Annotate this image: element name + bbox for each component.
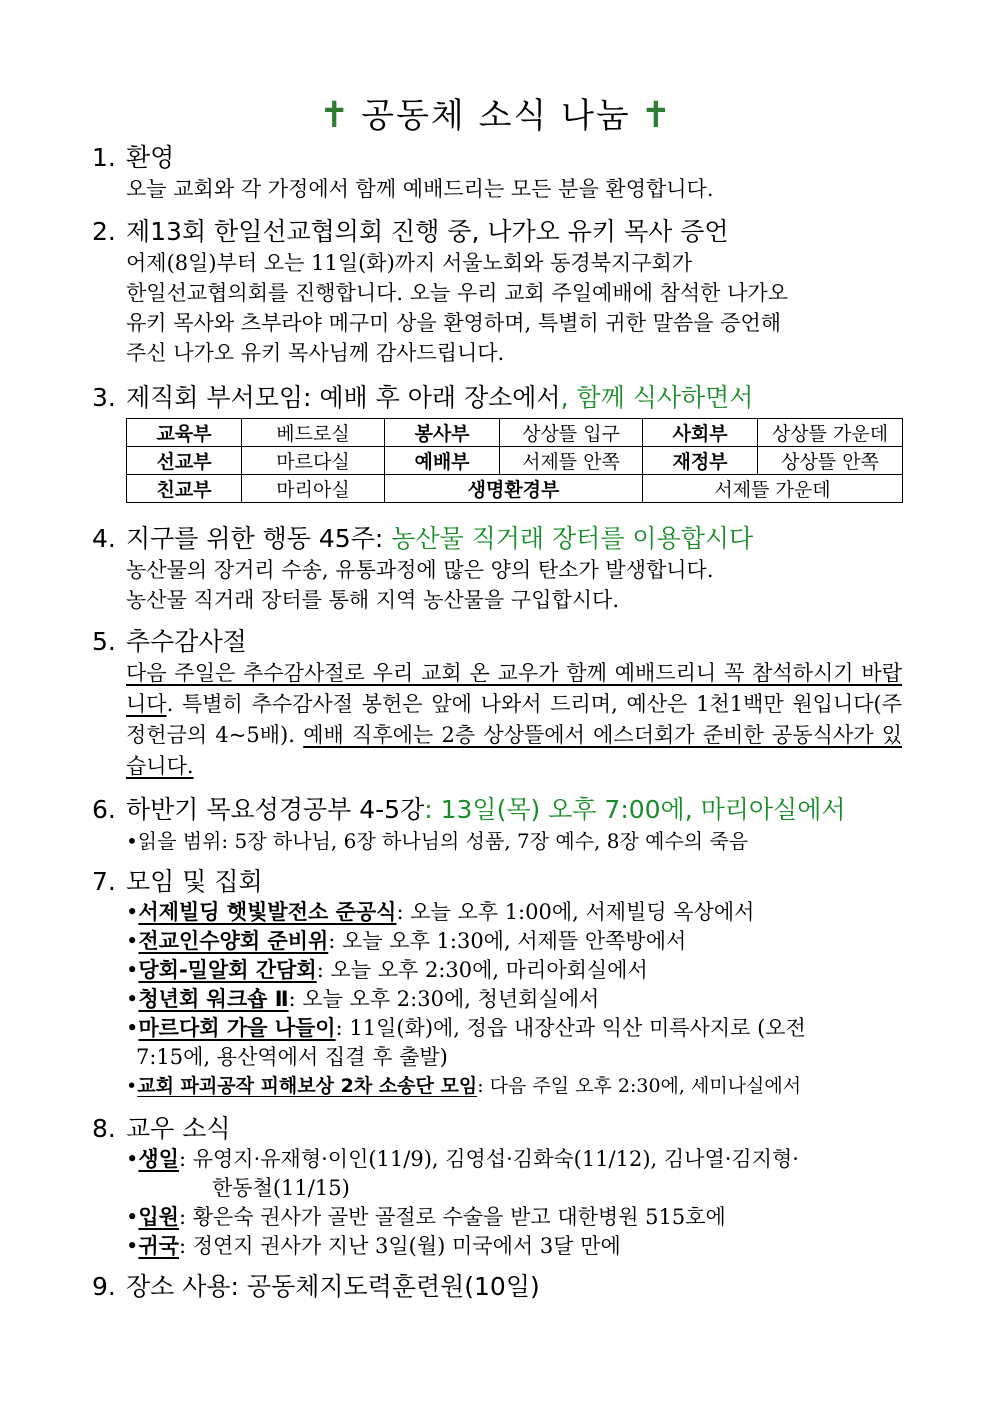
section-mission-council (92, 216, 902, 368)
section-earth-action (92, 523, 902, 615)
section-department-meeting (92, 382, 902, 503)
list-item: •당회-밀알회 간담회: 오늘 오후 2:30에, 마리아회실에서 (126, 958, 648, 982)
list-item: •서제빌딩 햇빛발전소 준공식: 오늘 오후 1:00에, 서제빌딩 옥상에서 (126, 900, 755, 924)
list-item: •청년회 워크숍 Ⅱ: 오늘 오후 2:30에, 청년회실에서 (126, 987, 600, 1011)
section-member-news (92, 1113, 902, 1261)
list-item-continuation: 7:15에, 용산역에서 집결 후 출발) (136, 1045, 448, 1069)
cross-icon: ✝ (319, 95, 352, 136)
department-table (126, 418, 903, 503)
section-heading: 9. 장소 사용: 공동체지도력훈련원(10일) (92, 1272, 540, 1301)
section-heading: 2. 제13회 한일선교협의회 진행 중, 나가오 유키 목사 증언 (92, 217, 729, 246)
member-news-list (92, 1145, 902, 1261)
list-item: •귀국: 정연지 권사가 지난 3일(월) 미국에서 3달 만에 (126, 1234, 621, 1258)
section-thanksgiving (92, 626, 902, 782)
page-title-text: 공동체 소식 나눔 (361, 96, 631, 136)
section-text: 오늘 교회와 각 가정에서 함께 예배드리는 모든 분을 환영합니다. (126, 177, 714, 201)
section-text: 다음 주일은 추수감사절로 우리 교회 온 교우가 함께 예배드리니 꼭 참석하시기 바랍니다. 특별히 추수감사절 봉헌은 앞에 나와서 드리며, 예산은 1천1백만 원입니다(주정헌금의 4~5배). 예배 직후에는 2층 상상뜰에서 에스더회가 준비한 공동식사가 있습니다. (126, 661, 903, 778)
list-item: •전교인수양회 준비위: 오늘 오후 1:30에, 서제뜰 안쪽방에서 (126, 929, 687, 953)
section-heading: 4. 지구를 위한 행동 45주: 농산물 직거래 장터를 이용합시다 (92, 524, 754, 553)
section-heading: 7. 모임 및 집회 (92, 867, 263, 896)
cross-icon: ✝ (640, 95, 673, 136)
page-title (0, 88, 992, 137)
section-heading: 8. 교우 소식 (92, 1114, 231, 1143)
section-venue-use (92, 1271, 902, 1303)
section-heading: 3. 제직회 부서모임: 예배 후 아래 장소에서, 함께 식사하면서 (92, 383, 754, 412)
section-meetings (92, 866, 902, 1101)
list-item: •교회 파괴공작 피해보상 2차 소송단 모임: 다음 주일 오후 2:30에, 세미나실에서 (126, 1075, 802, 1097)
list-item: •마르다회 가을 나들이: 11일(화)에, 정읍 내장산과 익산 미륵사지로 (오전 (126, 1016, 806, 1040)
section-text: •읽을 범위: 5장 하나님, 6장 하나님의 성품, 7장 예수, 8장 예수의 죽음 (126, 829, 749, 853)
section-text: 농산물의 장거리 수송, 유통과정에 많은 양의 탄소가 발생합니다. 농산물 직거래 장터를 통해 지역 농산물을 구입합시다. (126, 558, 714, 612)
section-heading: 6. 하반기 목요성경공부 4-5강: 13일(목) 오후 7:00에, 마리아실에서 (92, 795, 846, 824)
meeting-list (92, 898, 902, 1101)
table-row: 교육부 베드로실 봉사부 상상뜰 입구 사회부 상상뜰 가운데 (127, 419, 903, 447)
table-row: 선교부 마르다실 예배부 서제뜰 안쪽 재정부 상상뜰 안쪽 (127, 447, 903, 475)
section-welcome (92, 142, 902, 204)
list-item: •생일: 유영지·유재형·이인(11/9), 김영섭·김화숙(11/12), 김나열·김지형· (126, 1147, 799, 1171)
section-bible-study (92, 794, 902, 856)
section-text: 어제(8일)부터 오는 11일(화)까지 서울노회와 동경북지구회가 한일선교협의회를 진행합니다. 오늘 우리 교회 주일예배에 참석한 나가오 유키 목사와 츠부라야 메구미 상을 환영하며, 특별히 귀한 말씀을 증언해 주신 나가오 유키 목사님께 감사드립니다. (126, 251, 788, 365)
section-heading: 1. 환영 (92, 143, 175, 172)
list-item: •입원: 황은숙 권사가 골반 골절로 수술을 받고 대한병원 515호에 (126, 1205, 726, 1229)
list-item-continuation: 한동철(11/15) (212, 1176, 350, 1200)
table-row: 친교부 마리아실 생명환경부 서제뜰 가운데 (127, 475, 903, 503)
section-heading: 5. 추수감사절 (92, 627, 247, 656)
